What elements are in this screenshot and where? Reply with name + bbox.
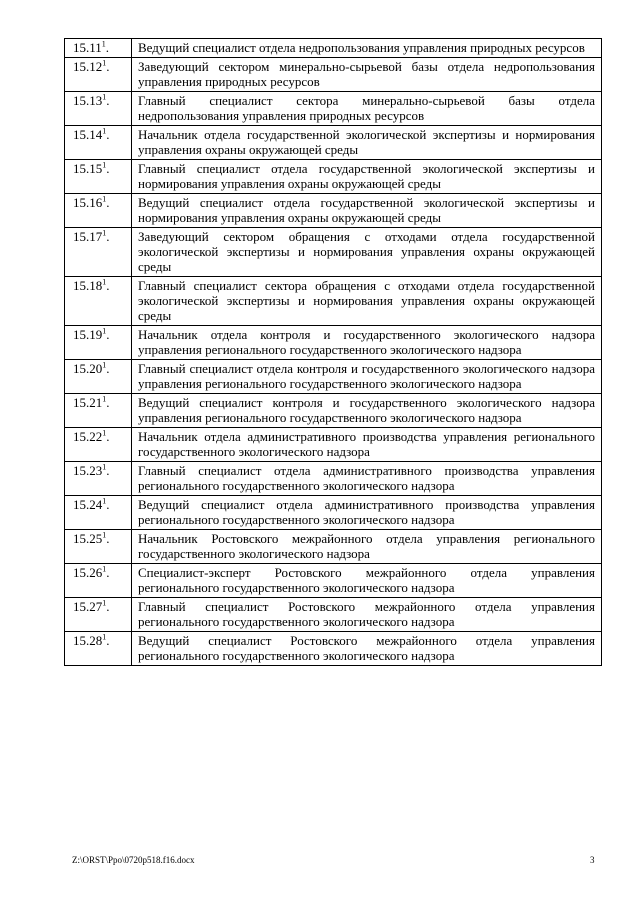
table-row xyxy=(65,360,602,394)
row-number-superscript: 1 xyxy=(102,530,107,540)
table-row xyxy=(65,194,602,228)
row-number-cell xyxy=(65,160,132,194)
table-row xyxy=(65,496,602,530)
row-number: 15.14 xyxy=(73,127,103,142)
row-number-cell xyxy=(65,126,132,160)
row-number-superscript: 1 xyxy=(102,598,107,608)
table-row xyxy=(65,92,602,126)
row-number-cell xyxy=(65,194,132,228)
row-number-cell xyxy=(65,394,132,428)
row-number-dot: . xyxy=(106,195,110,210)
table-row xyxy=(65,39,602,58)
row-number-superscript: 1 xyxy=(102,228,107,238)
position-title-cell: Главный специалист сектора минерально-сырьевой базы отдела недропользования управления природных ресурсов xyxy=(132,92,602,126)
row-number-superscript: 1 xyxy=(102,394,107,404)
row-number-dot: . xyxy=(106,531,110,546)
table-row xyxy=(65,530,602,564)
position-title-cell: Начальник отдела государственной экологической экспертизы и нормирования управления охраны окружающей среды xyxy=(132,126,602,160)
row-number: 15.15 xyxy=(73,161,103,176)
row-number: 15.17 xyxy=(73,229,103,244)
row-number-dot: . xyxy=(106,278,110,293)
row-number: 15.25 xyxy=(73,531,103,546)
position-title-cell: Ведущий специалист отдела административного производства управления регионального государственного экологического надзора xyxy=(132,496,602,530)
row-number-superscript: 1 xyxy=(102,360,107,370)
row-number-dot: . xyxy=(106,565,110,580)
row-number-superscript: 1 xyxy=(102,632,107,642)
row-number-cell xyxy=(65,277,132,326)
row-number: 15.20 xyxy=(73,361,103,376)
row-number: 15.28 xyxy=(73,633,103,648)
row-number: 15.13 xyxy=(73,93,103,108)
row-number-dot: . xyxy=(106,395,110,410)
row-number-cell xyxy=(65,92,132,126)
row-number-dot: . xyxy=(105,40,110,55)
row-number-dot: . xyxy=(106,161,110,176)
row-number-dot: . xyxy=(106,327,110,342)
row-number: 15.24 xyxy=(73,497,103,512)
table-row xyxy=(65,564,602,598)
row-number: 15.19 xyxy=(73,327,103,342)
position-title-cell: Главный специалист отдела контроля и государственного экологического надзора управления регионального государственного экологического надзора xyxy=(132,360,602,394)
table-row xyxy=(65,632,602,666)
row-number: 15.22 xyxy=(73,429,103,444)
row-number: 15.11 xyxy=(73,40,102,55)
position-title-cell: Специалист-эксперт Ростовского межрайонного отдела управления регионального государственного экологического надзора xyxy=(132,564,602,598)
row-number-cell xyxy=(65,58,132,92)
row-number-superscript: 1 xyxy=(102,58,107,68)
position-title-cell: Главный специалист отдела административного производства управления регионального государственного экологического надзора xyxy=(132,462,602,496)
row-number-superscript: 1 xyxy=(102,194,107,204)
row-number-superscript: 1 xyxy=(101,39,106,49)
row-number-dot: . xyxy=(106,497,110,512)
row-number-superscript: 1 xyxy=(102,564,107,574)
position-title-cell: Главный специалист отдела государственной экологической экспертизы и нормирования управления охраны окружающей среды xyxy=(132,160,602,194)
row-number: 15.12 xyxy=(73,59,103,74)
position-title-cell: Ведущий специалист Ростовского межрайонного отдела управления регионального государственного экологического надзора xyxy=(132,632,602,666)
row-number-cell xyxy=(65,39,132,58)
row-number-superscript: 1 xyxy=(102,496,107,506)
row-number-superscript: 1 xyxy=(102,326,107,336)
table-row xyxy=(65,394,602,428)
position-title-cell: Начальник отдела контроля и государственного экологического надзора управления регионального государственного экологического надзора xyxy=(132,326,602,360)
position-title-cell: Заведующий сектором обращения с отходами отдела государственной экологической экспертизы и нормирования управления охраны окружающей среды xyxy=(132,228,602,277)
row-number-superscript: 1 xyxy=(102,92,107,102)
row-number-cell xyxy=(65,564,132,598)
position-title-cell: Ведущий специалист отдела недропользования управления природных ресурсов xyxy=(132,39,602,58)
table-row xyxy=(65,58,602,92)
position-title-cell: Начальник отдела административного производства управления регионального государственного экологического надзора xyxy=(132,428,602,462)
position-title-cell: Ведущий специалист отдела государственной экологической экспертизы и нормирования управления охраны окружающей среды xyxy=(132,194,602,228)
row-number-superscript: 1 xyxy=(102,428,107,438)
row-number-cell xyxy=(65,530,132,564)
row-number: 15.23 xyxy=(73,463,103,478)
row-number: 15.26 xyxy=(73,565,103,580)
row-number-dot: . xyxy=(106,93,110,108)
row-number-dot: . xyxy=(106,127,110,142)
table-row xyxy=(65,462,602,496)
row-number-cell xyxy=(65,496,132,530)
table-row xyxy=(65,326,602,360)
row-number-cell xyxy=(65,360,132,394)
row-number-dot: . xyxy=(106,599,110,614)
row-number-dot: . xyxy=(106,361,110,376)
row-number-dot: . xyxy=(106,59,110,74)
table-row xyxy=(65,228,602,277)
table-row xyxy=(65,126,602,160)
row-number-cell xyxy=(65,428,132,462)
position-title-cell: Начальник Ростовского межрайонного отдела управления регионального государственного экологического надзора xyxy=(132,530,602,564)
row-number: 15.16 xyxy=(73,195,103,210)
row-number-cell xyxy=(65,632,132,666)
position-title-cell: Главный специалист Ростовского межрайонного отдела управления регионального государственного экологического надзора xyxy=(132,598,602,632)
row-number: 15.18 xyxy=(73,278,103,293)
row-number-superscript: 1 xyxy=(102,277,107,287)
footer-page-number: 3 xyxy=(590,855,595,865)
footer-file-path: Z:\ORST\Ppo\0720p518.f16.docx xyxy=(72,855,195,865)
table-row xyxy=(65,277,602,326)
row-number-cell xyxy=(65,598,132,632)
position-title-cell: Ведущий специалист контроля и государственного экологического надзора управления регионального государственного экологического надзора xyxy=(132,394,602,428)
row-number-dot: . xyxy=(106,229,110,244)
position-title-cell: Заведующий сектором минерально-сырьевой базы отдела недропользования управления природных ресурсов xyxy=(132,58,602,92)
table-row xyxy=(65,598,602,632)
row-number-dot: . xyxy=(106,429,110,444)
row-number-cell xyxy=(65,228,132,277)
row-number-cell xyxy=(65,326,132,360)
row-number: 15.21 xyxy=(73,395,103,410)
row-number-superscript: 1 xyxy=(102,160,107,170)
table-row xyxy=(65,160,602,194)
table-row xyxy=(65,428,602,462)
row-number: 15.27 xyxy=(73,599,103,614)
row-number-dot: . xyxy=(106,633,110,648)
row-number-superscript: 1 xyxy=(102,126,107,136)
row-number-dot: . xyxy=(106,463,110,478)
table-body xyxy=(65,39,602,666)
row-number-superscript: 1 xyxy=(102,462,107,472)
row-number-cell xyxy=(65,462,132,496)
position-title-cell: Главный специалист сектора обращения с отходами отдела государственной экологической экспертизы и нормирования управления охраны окружающей среды xyxy=(132,277,602,326)
positions-table xyxy=(64,38,602,666)
